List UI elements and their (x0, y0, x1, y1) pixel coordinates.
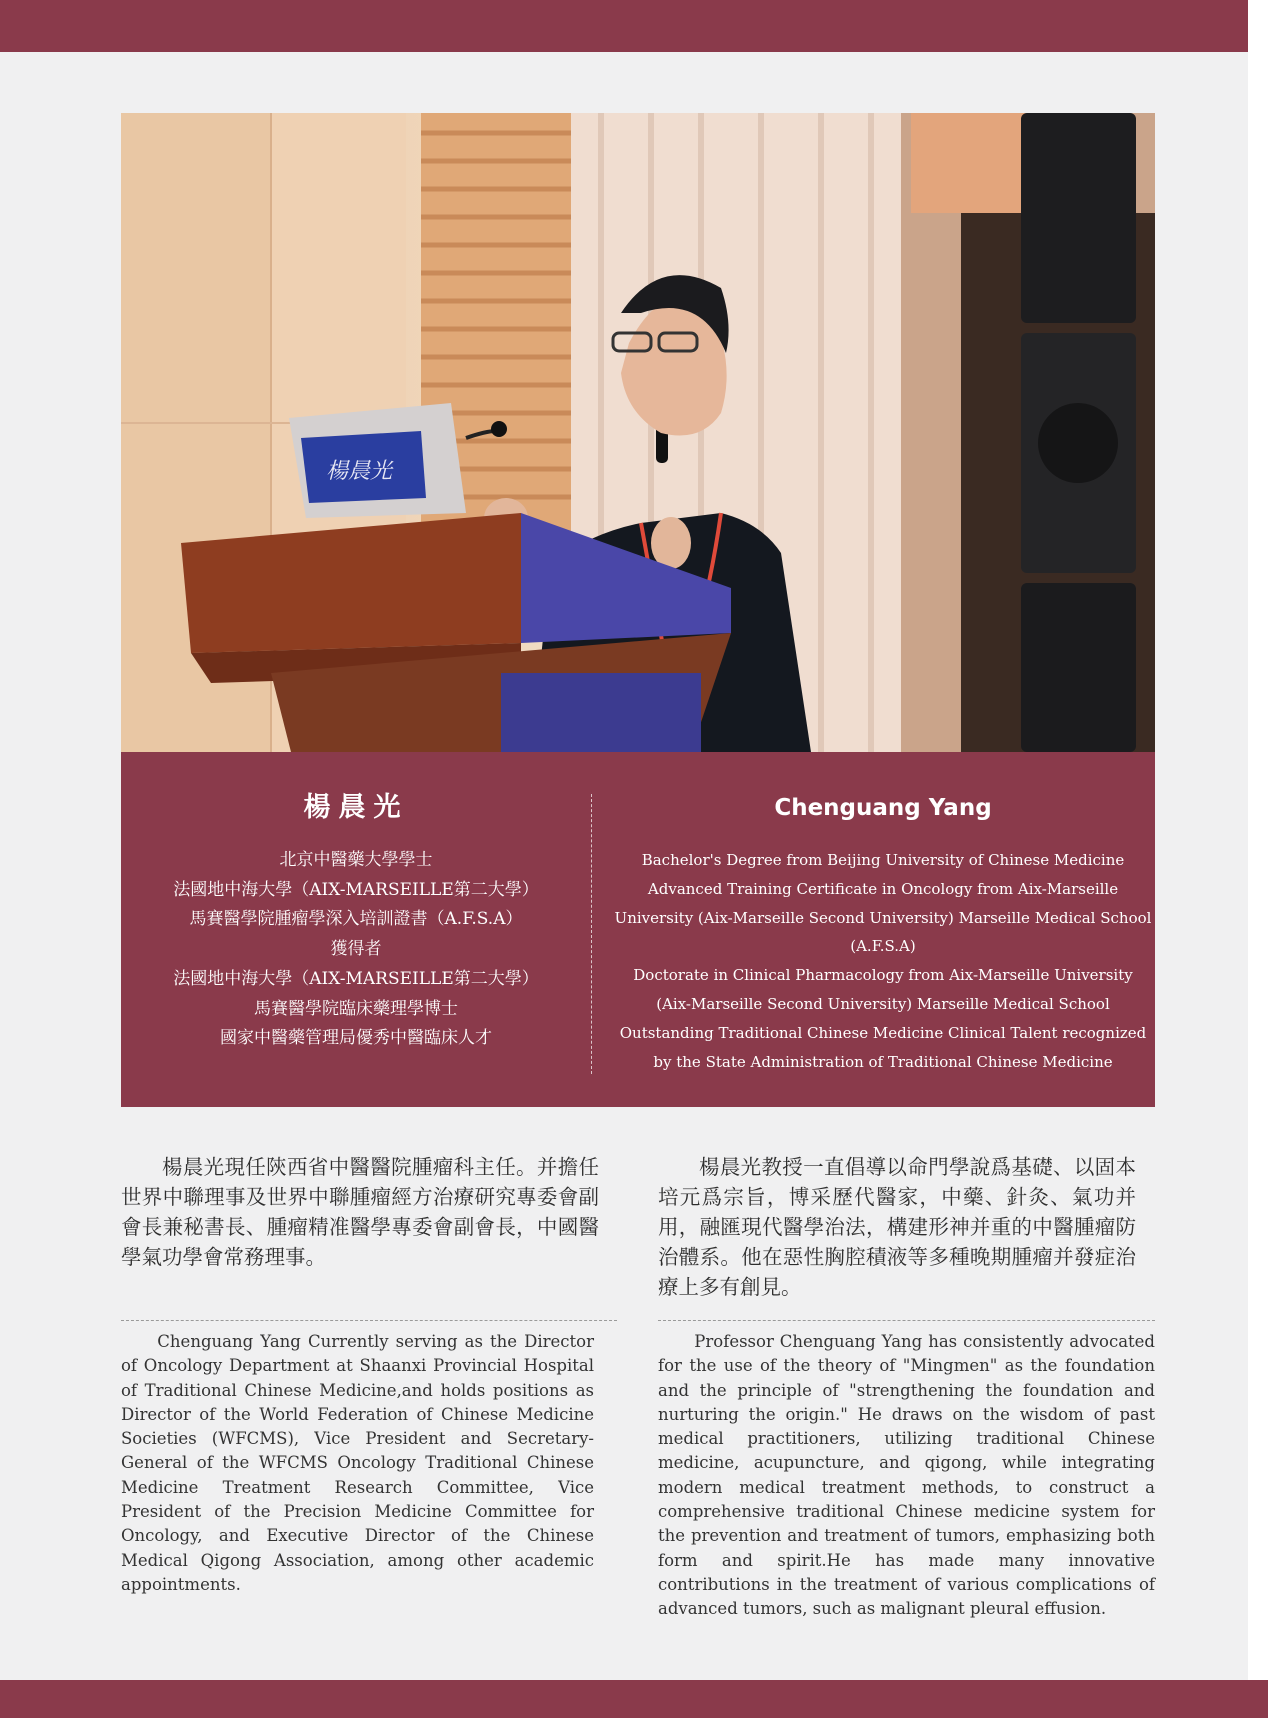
chinese-bio-paragraph-left: 楊晨光現任陝西省中醫醫院腫瘤科主任。并擔任世界中聯理事及世界中聯腫瘤經方治療研究專委會副會長兼秘書長、腫瘤精准醫學專委會副會長，中國醫學氣功學會常務理事。 (121, 1155, 599, 1269)
credential-line: 馬賽醫學院臨床藥理學博士 (254, 998, 458, 1019)
bottom-footer-band (0, 1680, 1268, 1718)
credential-line: Doctorate in Clinical Pharmacology from Aix-Marseille University (633, 966, 1133, 985)
credential-line: University (Aix-Marseille Second University) Marseille Medical School (614, 908, 1152, 927)
chinese-credentials-column (121, 752, 591, 1054)
credential-line: Bachelor's Degree from Beijing University of Chinese Medicine (641, 851, 1125, 869)
credential-line: Outstanding Traditional Chinese Medicine Clinical Talent recognized (619, 1023, 1147, 1042)
credential-line: 法國地中海大學（AIX-MARSEILLE第二大學） (173, 968, 539, 989)
section-rule-left (121, 1320, 617, 1321)
chinese-name-heading: 楊晨光 (303, 792, 409, 823)
credential-line: 法國地中海大學（AIX-MARSEILLE第二大學） (173, 879, 539, 900)
column-divider (591, 794, 592, 1074)
english-bio-paragraph-left: Chenguang Yang Currently serving as the Director of Oncology Department at Shaanxi Provincial Hospital of Traditional Chinese Medicine,and holds positions as Director of the World Federation of Chinese Medicine Societies (WFCMS), Vice President and Secretary-General of the WFCMS Oncology Traditional Chinese Medicine Treatment Research Committee, Vice President of the Precision Medicine Committee for Oncology, and Executive Director of the Chinese Medical Qigong Association, among other academic appointments. (121, 1332, 594, 1594)
credential-line: (A.F.S.A) (850, 937, 916, 956)
credential-line: Advanced Training Certificate in Oncology from Aix-Marseille (647, 879, 1119, 898)
credential-line: by the State Administration of Traditional Chinese Medicine (653, 1052, 1113, 1071)
chinese-credentials-list (121, 846, 591, 1054)
top-header-band (0, 0, 1268, 52)
credential-line: 北京中醫藥大學學士 (279, 850, 433, 870)
page-right-edge (1248, 0, 1268, 1718)
english-name-heading: Chenguang Yang (774, 795, 992, 821)
credentials-panel (121, 752, 1155, 1107)
credential-line: 獲得者 (330, 939, 382, 960)
english-credentials-column (611, 752, 1155, 1076)
section-rule-right (658, 1320, 1155, 1321)
chinese-bio-paragraph-right: 楊晨光教授一直倡導以命門學說爲基礎、以固本培元爲宗旨，博采歷代醫家，中藥、針灸、氣功并用，融匯現代醫學治法，構建形神并重的中醫腫瘤防治體系。他在惡性胸腔積液等多種晚期腫瘤并發症治療上多有創見。 (658, 1155, 1136, 1299)
english-bio-paragraph-right: Professor Chenguang Yang has consistently advocated for the use of the theory of "Mingmen" as the foundation and the principle of "strengthening the foundation and nurturing the origin." He draws on the wisdom of past medical practitioners, utilizing traditional Chinese medicine, acupuncture, and qigong, while integrating modern medical treatment methods, to construct a comprehensive traditional Chinese medicine system for the prevention and treatment of tumors, emphasizing both form and spirit.He has made many innovative contributions in the treatment of various complications of advanced tumors, such as malignant pleural effusion. (658, 1332, 1155, 1619)
credential-line: 馬賽醫學院腫瘤學深入培訓證書（A.F.S.A） (189, 909, 523, 930)
english-credentials-list (611, 846, 1155, 1076)
speaker-photo (121, 113, 1155, 752)
credential-line: (Aix-Marseille Second University) Marseille Medical School (656, 994, 1110, 1013)
nameplate-text: 楊晨光 (326, 459, 393, 484)
credential-line: 國家中醫藥管理局優秀中醫臨床人才 (220, 1028, 492, 1049)
